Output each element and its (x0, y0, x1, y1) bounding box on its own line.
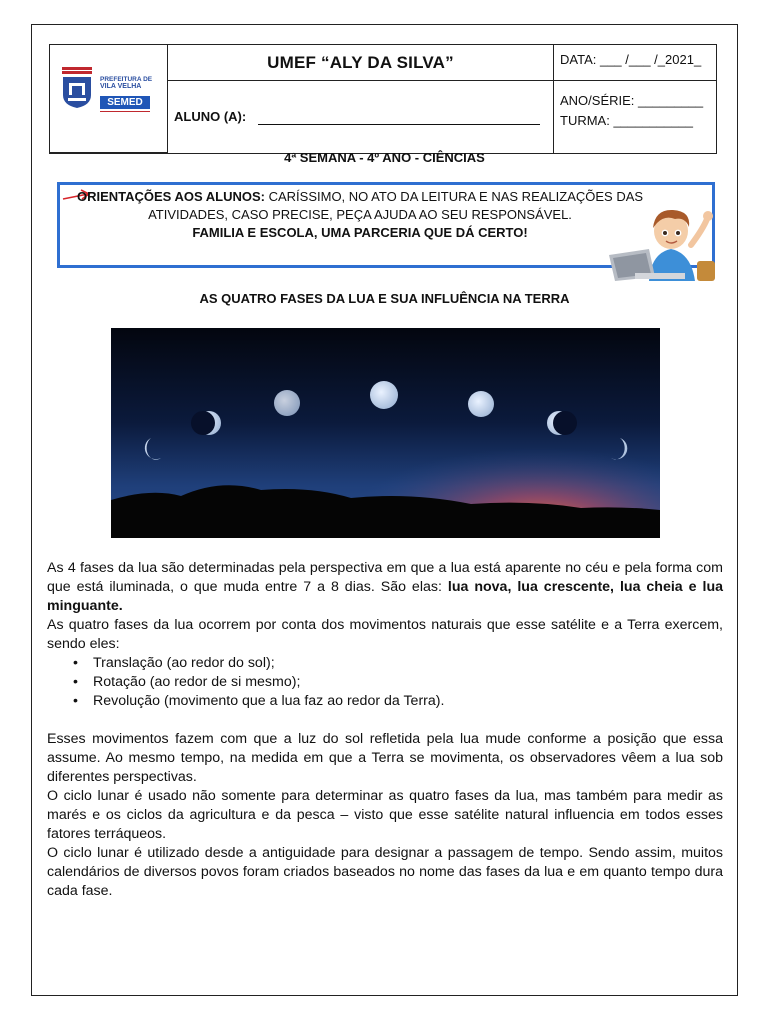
paragraph-4: O ciclo lunar é usado não somente para determinar as quatro fases da lua, mas também para medir as marés e os ciclos da agricultura e da pesca – visto que esse satélite natural influencia em todos esses fatores terráqueos. (47, 788, 723, 842)
moon-phases-image (111, 328, 660, 538)
paragraph-1 (47, 559, 723, 616)
spacer (47, 711, 723, 730)
list-item: • Rotação (ao redor de si mesmo); (47, 673, 723, 692)
guidance-line2: ATIVIDADES, CASO PRECISE, PEÇA AJUDA AO SEU RESPONSÁVEL. (148, 207, 572, 222)
grade-field[interactable]: ANO/SÉRIE: _________ (560, 93, 704, 108)
paragraph-3: Esses movimentos fazem com que a luz do sol refletida pela lua mude conforme a posição que essa assume. Ao mesmo tempo, na medida em que a Terra se movimenta, os observadores vêem a lua sob diferentes perspectivas. (47, 731, 723, 785)
worksheet-page (31, 24, 738, 996)
student-label: ALUNO (A): (174, 109, 247, 124)
logo-line2: VILA VELHA (100, 83, 142, 90)
movements-list (47, 654, 723, 711)
section-title: AS QUATRO FASES DA LUA E SUA INFLUÊNCIA NA TERRA (199, 291, 570, 306)
list-item: • Translação (ao redor do sol); (47, 654, 723, 673)
date-field[interactable]: DATA: ___ /___ /_2021_ (560, 52, 702, 67)
article-body (47, 559, 723, 901)
paragraph-2: As quatro fases da lua ocorrem por conta dos movimentos naturais que esse satélite e a Terra exercem, sendo eles: (47, 617, 723, 652)
student-laptop-illustration (605, 203, 720, 281)
school-name: UMEF “ALY DA SILVA” (267, 52, 454, 72)
moon-phases-photo (111, 328, 660, 538)
moon-phases-list: lua nova, lua crescente, lua cheia e lua minguante. (47, 579, 724, 614)
date-cell (554, 45, 716, 81)
guidance-motto: FAMILIA E ESCOLA, UMA PARCERIA QUE DÁ CERTO! (192, 225, 528, 240)
grade-cell (554, 81, 716, 153)
guidance-line1: CARÍSSIMO, NO ATO DA LEITURA E NAS REALIZAÇÕES DAS (264, 189, 644, 204)
guidance-text (60, 188, 660, 242)
week-title: 4ª SEMANA - 4º ANO - CIÊNCIAS (284, 150, 485, 165)
header-table (49, 44, 717, 154)
list-item: • Revolução (movimento que a lua faz ao redor da Terra). (47, 692, 723, 711)
school-cell (168, 45, 554, 81)
student-cell (168, 81, 554, 153)
student-name-field[interactable] (258, 124, 540, 125)
guidance-box (57, 182, 715, 268)
semed-badge: SEMED (100, 96, 150, 109)
paragraph-5: O ciclo lunar é utilizado desde a antiguidade para designar a passagem de tempo. Sendo assim, muitos calendários de diversos povos foram criados baseados no nome das fases da lua e em quanto tempo dura cada fase. (47, 845, 723, 899)
logo-cell (50, 45, 168, 153)
prefeitura-logo (60, 63, 160, 133)
paragraph-1-text: As 4 fases da lua são determinadas pela perspectiva em que a lua está aparente no céu e pela forma com que está iluminada, o que muda entre 7 a 8 dias. São elas: (47, 560, 723, 595)
logo-line1: PREFEITURA DE (100, 76, 153, 83)
crest-icon (60, 67, 94, 109)
class-field[interactable]: TURMA: ___________ (560, 113, 693, 128)
logo-underline (100, 111, 150, 112)
guidance-label: ORIENTAÇÕES AOS ALUNOS: (76, 189, 265, 204)
